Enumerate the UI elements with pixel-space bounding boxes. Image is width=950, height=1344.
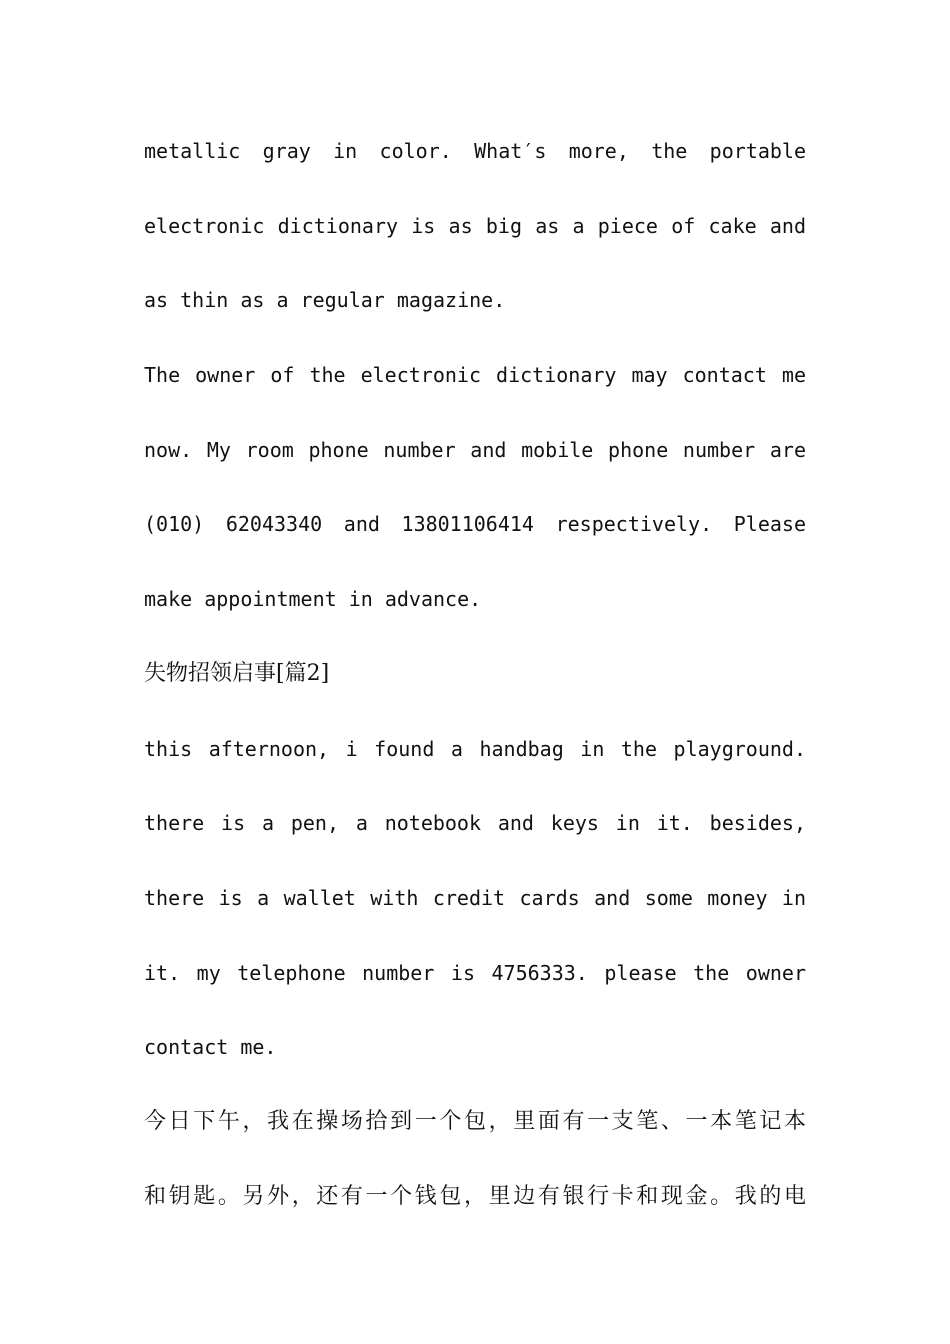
text-line: this afternoon, i found a handbag in the playground.	[144, 736, 806, 761]
text-line: The owner of the electronic dictionary may contact me	[144, 363, 806, 388]
document-body	[144, 114, 806, 1234]
section-heading: 失物招领启事[篇2]	[144, 660, 330, 686]
text-line: now. My room phone number and mobile phone number are	[144, 437, 806, 462]
text-line: as thin as a regular magazine.	[144, 288, 506, 313]
text-line: electronic dictionary is as big as a piece of cake and	[144, 213, 806, 238]
text-line: make appointment in advance.	[144, 587, 482, 612]
text-line: contact me.	[144, 1035, 277, 1060]
text-line: metallic gray in color. What′s more, the portable	[144, 139, 806, 163]
text-line: it. my telephone number is 4756333. please the owner	[144, 960, 806, 985]
text-line: 今日下午，我在操场拾到一个包，里面有一支笔、一本笔记本	[144, 1108, 806, 1134]
text-line: (010) 62043340 and 13801106414 respectively. Please	[144, 512, 806, 537]
text-line: there is a wallet with credit cards and some money in	[144, 885, 806, 910]
text-line: there is a pen, a notebook and keys in it. besides,	[144, 811, 806, 836]
text-line: 和钥匙。另外，还有一个钱包，里边有银行卡和现金。我的电	[144, 1183, 806, 1209]
